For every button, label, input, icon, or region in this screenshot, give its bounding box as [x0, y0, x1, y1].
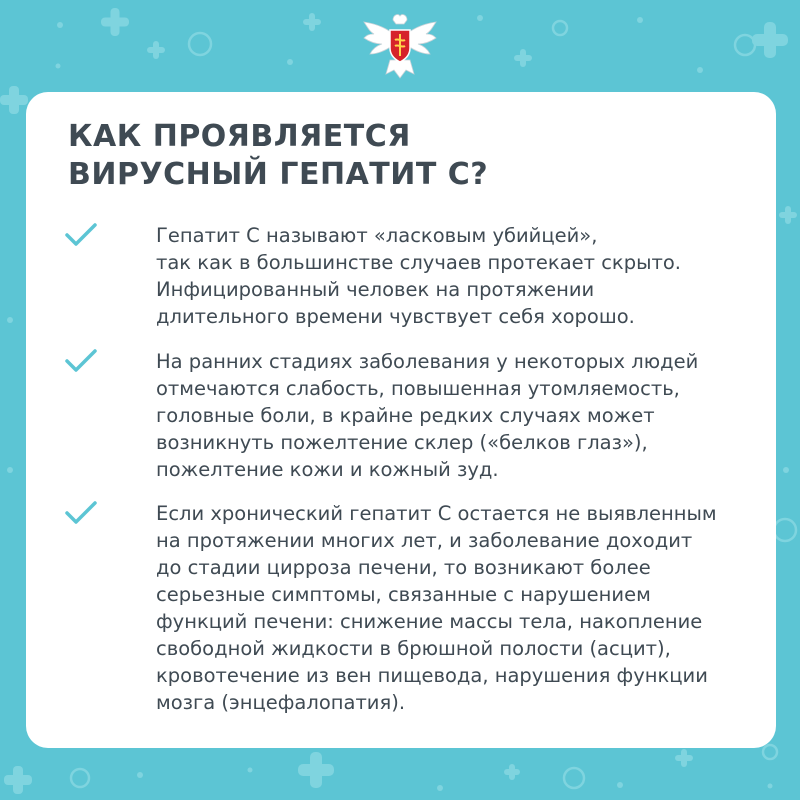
plus-decor-icon [101, 8, 129, 36]
checkmark-icon [64, 348, 98, 374]
text-line: длительного времени чувствует себя хорошо. [156, 305, 635, 328]
text-line: на протяжении многих лет, и заболевание доходит [156, 529, 693, 552]
text-line: до стадии цирроза печени, то возникают более [156, 556, 651, 579]
title-line: ВИРУСНЫЙ ГЕПАТИТ С? [68, 157, 489, 192]
text-line: так как в большинстве случаев протекает скрыто. [156, 251, 681, 274]
plus-decor-icon [752, 22, 788, 58]
ring-decor-icon [735, 35, 755, 55]
plus-decor-icon [675, 749, 693, 767]
text-line: Гепатит С называют «ласковым убийцей», [156, 224, 598, 247]
text-line: серьезные симптомы, связанные с нарушением [156, 583, 651, 606]
text-line: головные боли, в крайне редких случаях может [156, 404, 655, 427]
plus-decor-icon [0, 86, 28, 114]
text-line: На ранних стадиях заболевания у некоторых людей [156, 350, 699, 373]
ring-decor-icon [553, 21, 567, 35]
plus-decor-icon [504, 764, 520, 780]
text-line: возникнуть пожелтение склер («белков глаз»), [156, 431, 648, 454]
title-line: КАК ПРОЯВЛЯЕТСЯ [68, 119, 411, 154]
text-line: функций печени: снижение массы тела, накопление [156, 610, 703, 633]
plus-decor-icon [4, 766, 32, 794]
text-line: мозга (энцефалопатия). [156, 691, 406, 714]
text-line: пожелтение кожи и кожный зуд. [156, 458, 499, 481]
text-line: свободной жидкости в брюшной полости (асцит), [156, 637, 671, 660]
list-item-text [156, 500, 800, 716]
ring-decor-icon [71, 769, 89, 787]
plus-decor-icon [514, 49, 532, 67]
ring-decor-icon [763, 745, 777, 759]
text-line: Инфицированный человек на протяжении [156, 278, 595, 301]
page-title [68, 118, 488, 194]
coat-of-arms-icon [360, 10, 440, 82]
ring-decor-icon [189, 33, 211, 55]
plus-decor-icon [298, 752, 334, 788]
list-item-text [156, 348, 800, 483]
info-card [26, 92, 776, 748]
checkmark-icon [64, 500, 98, 526]
text-line: отмечаются слабость, повышенная утомляемость, [156, 377, 680, 400]
ring-decor-icon [564, 768, 584, 788]
plus-decor-icon [303, 13, 321, 31]
text-line: Если хронический гепатит С остается не выявленным [156, 502, 717, 525]
checkmark-icon [64, 222, 98, 248]
text-line: кровотечение из вен пищевода, нарушения функции [156, 664, 708, 687]
plus-decor-icon [147, 41, 165, 59]
list-item-text [156, 222, 800, 330]
